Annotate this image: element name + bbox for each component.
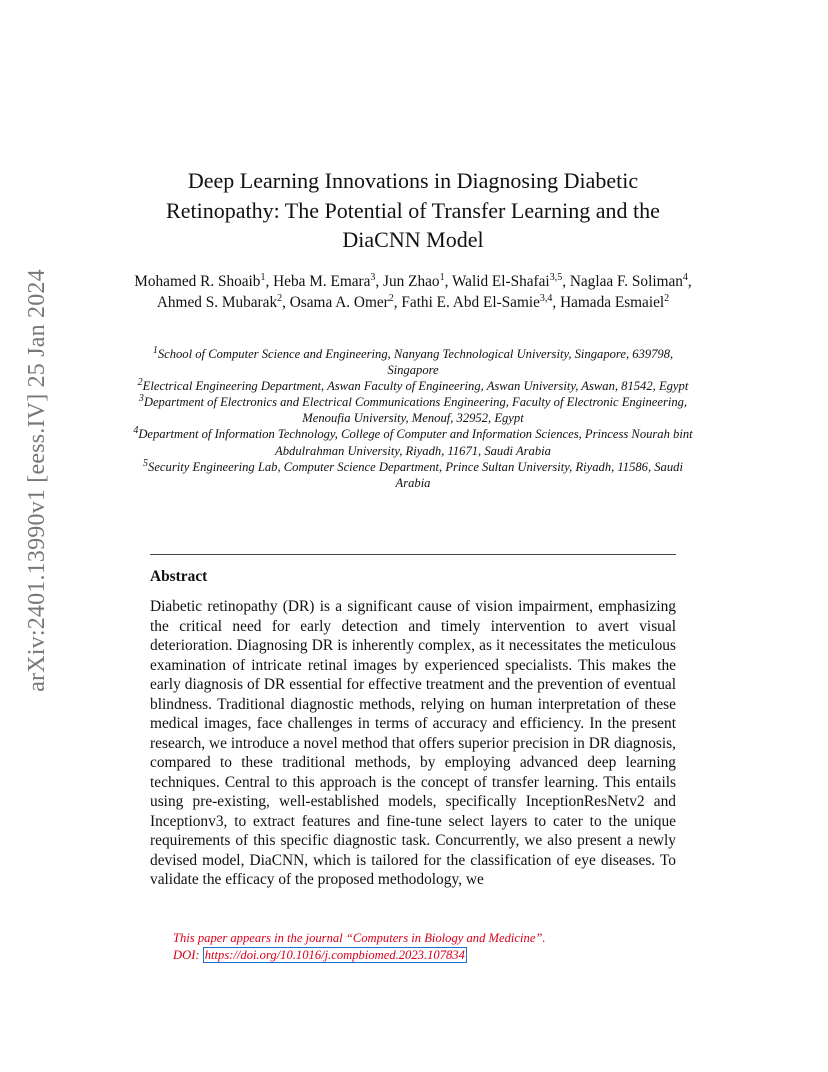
author-name: Jun Zhao — [383, 273, 440, 290]
abstract-text: Diabetic retinopathy (DR) is a significant cause of vision impairment, emphasizing the critical need for early detection and timely intervention to avert visual deterioration. Diagnosing DR is inherently complex, as it necessitates the meticulous examination of intricate retinal images by experienced specialists. This makes the early diagnosis of DR essential for effective treatment and the prevention of eventual blindness. Traditional diagnostic methods, relying on human interpretation of these medical images, face challenges in terms of accuracy and efficiency. In the present research, we introduce a novel method that offers superior precision in DR diagnosis, compared to these traditional methods, by employing advanced deep learning techniques. Central to this approach is the concept of transfer learning. This entails using pre-existing, well-established models, specifically InceptionResNetv2 and Inceptionv3, to extract features and fine-tune select layers to cater to the unique requirements of this specific diagnostic task. Concurrently, we also present a newly devised model, DiaCNN, which is tailored for the classification of eye diseases. To validate the efficacy of the proposed methodology, we — [150, 598, 676, 888]
author-affiliation-mark: 4 — [682, 271, 688, 283]
affiliation-mark: 4 — [133, 425, 139, 437]
affiliation-entry — [130, 378, 696, 394]
affiliation-mark: 1 — [152, 344, 158, 356]
doi-link[interactable]: https://doi.org/10.1016/j.compbiomed.2023.107834 — [204, 948, 465, 962]
affiliation-entry — [130, 394, 696, 426]
affiliation-text: Security Engineering Lab, Computer Science Department, Prince Sultan University, Riyadh, 11586, Saudi Arabia — [148, 459, 683, 490]
author-affiliation-mark: 3,4 — [539, 292, 553, 304]
doi-label: DOI: — [173, 948, 200, 962]
arxiv-identifier-stamp — [17, 268, 57, 692]
author-affiliation-mark: 2 — [664, 292, 670, 304]
author-affiliation-mark: 1 — [260, 271, 266, 283]
author-name: Walid El-Shafai — [451, 273, 550, 290]
arxiv-stamp-text: arXiv:2401.13990v1 [eess.IV] 25 Jan 2024 — [23, 268, 50, 692]
abstract-heading: Abstract — [150, 568, 208, 585]
author-affiliation-mark: 2 — [277, 292, 283, 304]
section-divider — [150, 554, 676, 555]
affiliation-mark: 2 — [137, 377, 143, 388]
affiliation-mark: 5 — [143, 457, 149, 469]
footnote-doi-line — [173, 947, 546, 964]
author-name: Hamada Esmaiel — [560, 294, 665, 311]
affiliation-entry — [130, 426, 696, 458]
author-name: Heba M. Emara — [273, 273, 371, 290]
affiliation-mark: 3 — [138, 393, 144, 405]
author-list: Mohamed R. Shoaib$^1$, Heba M. Emara$^3$, Jun Zhao$^1$, Walid El-Shafai$^{3,5}$, Naglaa F. Soliman$^4$, Ahmed S. Mubarak$^2$, Osama A. Omer$^2$, Fathi E. Abd El-Samie$^{3,4}$, Hamada Esmaiel$^2$ — [134, 271, 692, 311]
affiliation-list — [130, 346, 696, 491]
affiliation-text: Department of Electronics and Electrical Communications Engineering, Faculty of Electronic Engineering, Menoufia University, Menouf, 32952, Egypt — [143, 395, 688, 426]
author-name: Ahmed S. Mubarak — [156, 294, 278, 311]
affiliation-entry — [130, 459, 696, 491]
author-name: Osama A. Omer — [289, 294, 389, 311]
author-name: Mohamed R. Shoaib — [134, 273, 261, 290]
author-affiliation-mark: 2 — [388, 292, 394, 304]
journal-footnote — [173, 930, 546, 964]
affiliation-text: Department of Information Technology, College of Computer and Information Sciences, Princess Nourah bint Abdulrahman University, Riyadh, 11671, Saudi Arabia — [138, 427, 693, 458]
paper-title: Deep Learning Innovations in Diagnosing Diabetic Retinopathy: The Potential of Transfer Learning and the DiaCNN Model — [166, 168, 660, 252]
author-affiliation-mark: 3,5 — [549, 271, 563, 283]
author-name: Fathi E. Abd El-Samie — [401, 294, 540, 311]
affiliation-entry — [130, 346, 696, 378]
footnote-journal-line: This paper appears in the journal “Computers in Biology and Medicine”. — [173, 931, 546, 945]
affiliation-text: School of Computer Science and Engineering, Nanyang Technological University, Singapore, 639798, Singapore — [157, 347, 674, 378]
affiliation-text: Electrical Engineering Department, Aswan Faculty of Engineering, Aswan University, Aswan, 81542, Egypt — [142, 379, 689, 394]
author-name: Naglaa F. Soliman — [569, 273, 683, 290]
author-affiliation-mark: 1 — [439, 271, 445, 283]
author-affiliation-mark: 3 — [370, 271, 376, 283]
